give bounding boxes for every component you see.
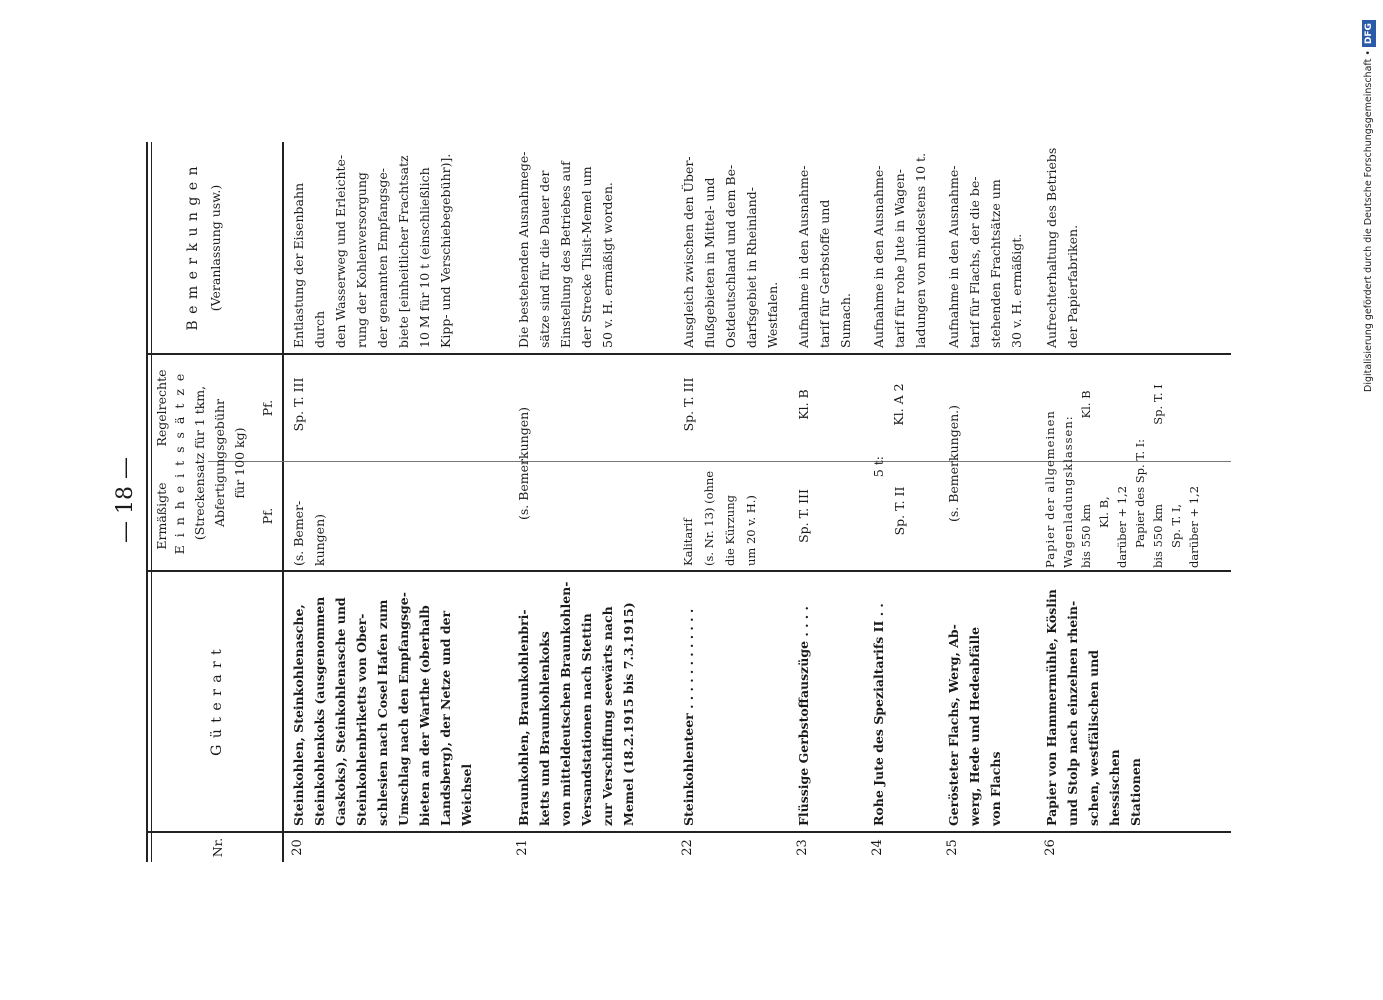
row-26-ermaessigt-line: darüber + 1,2: [1115, 485, 1129, 568]
row-22-ermaessigt-line: (s. Nr. 13) (ohne: [702, 470, 716, 566]
row-25-nr: [945, 833, 960, 862]
row-20-bemerkungen-line: 10 M für 10 t (einschließlich: [417, 167, 432, 348]
row-22-nr: [680, 833, 695, 862]
row-24-nr-label: 24: [870, 839, 885, 856]
row-22-regelrecht: [678, 357, 699, 452]
row-20-gueterart-line: Steinkohlenkoks (ausgenommen: [312, 596, 327, 826]
header-pf-left: [260, 461, 275, 571]
header-rule: [282, 142, 284, 862]
row-21-gueterart-line: zur Verschiffung seewärts nach: [600, 606, 615, 826]
row-25-gueterart-line: von Flachs: [988, 751, 1003, 826]
row-26-bemerkungen: [1041, 144, 1083, 348]
header-fuer100: [232, 355, 247, 571]
row-25-bemerkungen-line: stehenden Frachtsätze um: [988, 179, 1003, 348]
header-einheitssaetze-label: E i n h e i t s s ä t z e: [172, 371, 187, 555]
row-20-ermaessigt-line: (s. Bemer-: [291, 500, 306, 566]
row-20-gueterart-line: Steinkohlen, Steinkohlenasche,: [291, 604, 306, 826]
header-regelrechte: [154, 355, 169, 461]
row-21-gueterart-line: Memel (18.2.1915 bis 7.3.1915): [621, 602, 636, 826]
row-24-ermaessigt-line: Sp. T. II: [892, 486, 907, 536]
row-21-gueterart-line: Versandstationen nach Stettin: [579, 613, 594, 826]
row-21-bemerkungen-line: der Strecke Tilsit-Memel um: [579, 166, 594, 348]
row-22-ermaessigt-line: Kalitarif: [681, 518, 695, 566]
row-26-ermaessigt-line: Wagenladungsklassen:: [1061, 415, 1075, 568]
row-26-nr: [1043, 833, 1058, 862]
row-20-ermaessigt: [288, 466, 330, 566]
row-24-bemerkungen-line: Aufnahme in den Ausnahme-: [871, 165, 886, 348]
row-25-bemerkungen: [943, 144, 1027, 348]
row-22-gueterart-line: Steinkohlenteer . . . . . . . . . . . .: [681, 608, 696, 826]
row-26-ermaessigt-line: Papier des Sp. T. I:: [1133, 438, 1147, 548]
row-20-gueterart-line: Landsberg), der Netze und der: [438, 610, 453, 826]
row-24-regelrecht: [888, 357, 909, 452]
row-26-ermaessigt-line: darüber + 1,2: [1187, 485, 1201, 568]
row-24-gueterart-line: Rohe Jute des Spezialtarifs II . .: [871, 603, 886, 826]
header-abfertigung: [212, 355, 227, 571]
row-22-gueterart: [678, 574, 699, 826]
row-23-regelrecht: [793, 357, 814, 452]
header-streckensatz-label: (Streckensatz für 1 tkm,: [192, 385, 207, 541]
row-23-gueterart-line: Flüssige Gerbstoffauszüge . . . .: [796, 606, 811, 826]
row-23-ermaessigt-line: Sp. T. III: [796, 489, 811, 543]
dfg-credit: [1358, 12, 1380, 392]
header-abfertigung-label: Abfertigungsgebühr: [212, 398, 227, 528]
header-gueterart: [152, 572, 282, 832]
row-22-bemerkungen: [678, 144, 783, 348]
row-22-ermaessigt-line: um 20 v. H.): [744, 495, 758, 566]
row-23-bemerkungen-line: tarif für Gerbstoffe und: [817, 199, 832, 348]
row-24-bemerkungen-line: tarif für rohe Jute in Wagen-: [892, 169, 907, 348]
row-20-bemerkungen-line: Entlastung der Eisenbahn durch: [291, 182, 327, 348]
row-23-gueterart: [793, 574, 814, 826]
row-26-regelrecht: [1077, 357, 1167, 452]
tariff-table: [146, 142, 1231, 862]
table-top-rule: [146, 142, 148, 862]
row-26-bemerkungen-line: Aufrechterhaltung des Betriebs: [1044, 147, 1059, 348]
row-20-bemerkungen-line: rung der Kohlenversorgung: [354, 172, 369, 348]
header-nr: [152, 833, 282, 862]
row-26-ermaessigt-line: bis 550 km: [1079, 503, 1093, 568]
row-24-nr: [870, 833, 885, 862]
row-21-bemerkungen-line: Einstellung des Betriebes auf: [558, 161, 573, 348]
row-22-bemerkungen-line: darfsgebiet in Rheinland-: [744, 187, 759, 348]
header-bemerkungen: [186, 142, 201, 354]
row-22-bemerkungen-line: Ostdeutschland und dem Be-: [723, 164, 738, 348]
row-22-ermaessigt: [678, 466, 762, 566]
row-22-bemerkungen-line: flußgebieten in Mittel- und: [702, 177, 717, 348]
header-regelrechte-label: Regelrechte: [154, 369, 169, 447]
row-22-bemerkungen-line: Ausgleich zwischen den Über-: [681, 156, 696, 348]
row-25-gueterart-line: Gerösteter Flachs, Werg, Ab-: [946, 624, 961, 826]
row-23-nr: [795, 833, 810, 862]
row-20-gueterart-line: bieten an der Warthe (oberhalb: [417, 605, 432, 826]
row-21-ermaessigt: [513, 361, 534, 566]
row-21-bemerkungen-line: Die bestehenden Ausnahmege-: [516, 151, 531, 348]
row-20-nr: [290, 833, 305, 862]
row-23-bemerkungen: [793, 144, 856, 348]
row-26-regelrecht-line: Kl. B: [1079, 390, 1093, 419]
header-veranlassung-label: (Veranlassung usw.): [208, 184, 223, 312]
row-20-bemerkungen: [288, 144, 456, 348]
dfg-logo: DFG: [1362, 20, 1376, 47]
row-26-gueterart-line: Stationen: [1128, 758, 1143, 826]
header-fuer100-label: für 100 kg): [232, 427, 247, 499]
row-25-gueterart-line: werg, Hede und Hedeabfälle: [967, 626, 982, 826]
row-21-nr: [515, 833, 530, 862]
row-24-regelrecht-line: Kl. A 2: [891, 383, 906, 426]
row-25-ermaessigt: [943, 361, 964, 566]
row-20-bemerkungen-line: Kipp- und Verschiebegebühr)].: [438, 153, 453, 348]
row-26-gueterart-line: Papier von Hammermühle, Köslin: [1044, 589, 1059, 826]
row-20-bemerkungen-line: biete [einheitlicher Frachtsatz: [396, 155, 411, 348]
row-26-ermaessigt-line: Kl. B,: [1097, 496, 1111, 528]
row-20-gueterart-line: Umschlag nach den Empfangsge-: [396, 592, 411, 826]
row-26-bemerkungen-line: der Papierfabriken.: [1065, 224, 1080, 348]
row-26-gueterart-line: und Stolp nach einzelnen rhein-: [1065, 600, 1080, 826]
header-veranlassung: [208, 142, 223, 354]
row-20-gueterart-line: schlesien nach Cosel Hafen zum: [375, 599, 390, 826]
row-21-gueterart-line: Braunkohlen, Braunkohlenbri-: [516, 609, 531, 826]
col-sep-regelrecht: [146, 354, 1231, 356]
row-25-ermaessigt-line: (s. Bemerkungen.): [946, 404, 961, 523]
header-gueterart-label: G ü t e r a r t: [208, 648, 225, 756]
header-streckensatz: [192, 355, 207, 571]
row-20-gueterart-line: Gaskoks), Steinkohlenasche und: [333, 597, 348, 826]
row-26-gueterart: [1041, 574, 1146, 826]
row-21-bemerkungen-line: 50 v. H. ermäßigt worden.: [600, 182, 615, 348]
row-24-bemerkungen-line: ladungen von mindestens 10 t.: [913, 152, 928, 348]
row-21-bemerkungen: [513, 144, 618, 348]
dfg-credit-text: Digitalisierung gefördert durch die Deutsche Forschungsgemeinschaft •: [1363, 50, 1374, 392]
row-20-regelrecht-line: Sp. T. III: [291, 377, 306, 432]
row-20-ermaessigt-line: kungen): [312, 513, 327, 566]
row-20-nr-label: 20: [290, 839, 305, 856]
row-20-gueterart-line: Weichsel: [459, 763, 474, 826]
header-ermaessigte-label: Ermäßigte: [154, 482, 169, 550]
row-26-ermaessigt-line: Papier der allgemeinen: [1043, 410, 1057, 568]
row-25-nr-label: 25: [945, 839, 960, 856]
row-26-ermaessigt-line: bis 550 km: [1151, 503, 1165, 568]
row-22-ermaessigt-line: die Kürzung: [723, 495, 737, 566]
row-21-bemerkungen-line: sätze sind für die Dauer der: [537, 170, 552, 348]
row-20-gueterart-line: Steinkohlenbriketts von Ober-: [354, 613, 369, 826]
header-pf-left-label: Pf.: [260, 507, 275, 525]
row-21-ermaessigt-line: (s. Bemerkungen): [516, 406, 531, 521]
header-bemerkungen-label: B e m e r k u n g e n: [185, 165, 201, 331]
row-20-regelrecht: [288, 357, 309, 452]
row-25-bemerkungen-line: 30 v. H. ermäßigt.: [1009, 233, 1024, 348]
row-24-bemerkungen: [868, 144, 931, 348]
header-einheitssaetze: [172, 355, 187, 571]
row-24-gueterart: [868, 574, 889, 826]
row-23-ermaessigt: [793, 466, 814, 566]
row-26-gueterart-line: schen, westfälischen und hessischen: [1086, 649, 1122, 826]
page-number: — 18 —: [112, 457, 138, 543]
header-pf-right-label: Pf.: [260, 399, 275, 417]
row-21-nr-label: 21: [515, 839, 530, 856]
row-26-nr-label: 26: [1043, 839, 1058, 856]
row-21-gueterart-line: ketts und Braunkohlenkoks: [537, 631, 552, 826]
col-sep-gueterart: [146, 571, 1231, 573]
row-22-nr-label: 22: [680, 839, 695, 856]
row-23-bemerkungen-line: Aufnahme in den Ausnahme-: [796, 165, 811, 348]
row-23-bemerkungen-line: Sumach.: [838, 293, 853, 348]
row-23-regelrecht-line: Kl. B: [796, 389, 811, 420]
header-pf-right: [260, 355, 275, 461]
row-21-gueterart-line: von mitteldeutschen Braunkohlen-: [558, 581, 573, 826]
row-25-bemerkungen-line: tarif für Flachs, der die be-: [967, 176, 982, 348]
row-20-bemerkungen-line: der genannten Empfangsge-: [375, 168, 390, 348]
row-23-nr-label: 23: [795, 839, 810, 856]
row-25-bemerkungen-line: Aufnahme in den Ausnahme-: [946, 165, 961, 348]
row-24-ermaessigt-line: 5 t:: [871, 456, 886, 478]
row-21-gueterart: [513, 574, 639, 826]
row-20-gueterart: [288, 574, 477, 826]
row-26-regelrecht-line: Sp. T. I: [1151, 384, 1165, 425]
row-26-ermaessigt-line: Sp. T. I,: [1169, 503, 1183, 548]
header-ermaessigte: [154, 461, 169, 571]
header-nr-label: Nr.: [209, 837, 225, 858]
row-24-ermaessigt: [868, 456, 910, 566]
row-22-bemerkungen-line: Westfalen.: [765, 281, 780, 348]
row-22-regelrecht-line: Sp. T. III: [681, 377, 696, 432]
row-25-gueterart: [943, 574, 1006, 826]
row-20-bemerkungen-line: den Wasserweg und Erleichte-: [333, 154, 348, 348]
